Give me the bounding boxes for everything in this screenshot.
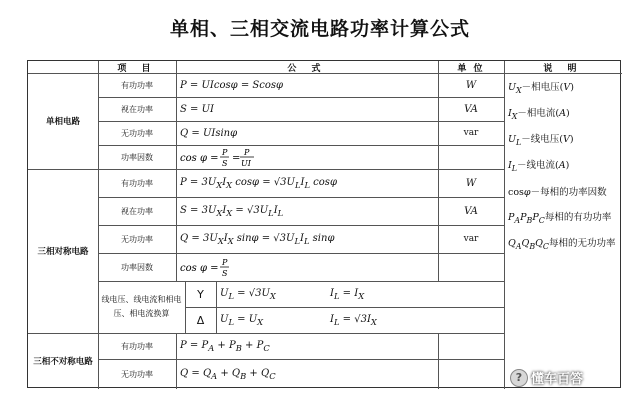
note-line-current: $I_L-$线电流(A) [508, 160, 570, 173]
row-formula: $S = 3U_XI_X = √3U_LI_L$ [180, 204, 284, 218]
row-formula: P = UIcosφ = Scosφ [180, 79, 284, 91]
watermark-logo-icon: ? [510, 369, 528, 387]
row-formula [176, 145, 438, 169]
star-current-formula: $I_L = I_X$ [330, 287, 365, 301]
svg-text:=: = [232, 153, 241, 164]
header-unit: 单 位 [457, 63, 485, 74]
delta-connection-symbol: Δ [196, 313, 205, 327]
connection-label: 线电压、线电流和相电压、相电流换算 [101, 295, 182, 318]
page-title: 单相、三相交流电路功率计算公式 [169, 18, 470, 40]
row-item: 功率因数 [121, 262, 153, 272]
header-formula: 公 式 [287, 63, 327, 74]
group-three-phase-asymmetric: 三相不对称电路 [33, 357, 93, 367]
note-power-factor: cosφ－每相的功率因数 [508, 187, 607, 198]
group-single-phase: 单相电路 [45, 117, 80, 127]
header-note: 说 明 [543, 63, 583, 74]
watermark-text: 懂车百答 [531, 372, 584, 387]
svg-text:cos: cos [180, 263, 197, 274]
row-unit: VA [464, 103, 478, 115]
row-item: 无功功率 [121, 234, 153, 244]
row-unit: var [463, 128, 479, 138]
row-item: 有功功率 [121, 178, 153, 188]
svg-text:P: P [222, 258, 228, 267]
note-line-voltage: $U_L-$线电压(V) [508, 134, 574, 147]
row-formula: $P = P_A + P_B + P_C$ [180, 339, 270, 353]
formula-table [27, 60, 621, 388]
row-item: 无功功率 [121, 369, 153, 379]
row-item: 无功功率 [121, 128, 153, 138]
star-voltage-formula: $U_L = √3U_X$ [220, 287, 276, 301]
row-unit: W [465, 79, 477, 91]
row-item: 视在功率 [121, 104, 153, 114]
note-phase-current: $I_X-$相电流(A) [508, 108, 570, 121]
row-unit: W [465, 177, 477, 189]
power-factor-fraction [180, 255, 240, 279]
row-item: 功率因数 [121, 152, 153, 162]
star-connection-symbol: Y [197, 287, 204, 301]
row-formula: $Q = 3U_XI_X$ $\sin\varphi = √3U_LI_L$ sinφ [180, 232, 335, 246]
delta-voltage-formula: $U_L = U_X$ [220, 313, 264, 327]
row-item: 有功功率 [121, 341, 153, 351]
svg-text:S: S [222, 269, 228, 278]
svg-text:φ =: φ = [200, 153, 219, 164]
row-formula: $Q = Q_A + Q_B + Q_C$ [180, 367, 276, 381]
row-formula [176, 253, 438, 281]
row-formula: S = UI [180, 103, 214, 115]
row-formula: Q = UIsinφ [180, 127, 238, 139]
note-reactive-power: $Q_AQ_BQ_C$每相的无功功率 [508, 238, 616, 251]
row-unit: VA [464, 205, 478, 217]
delta-current-formula: $I_L = √3I_X$ [330, 313, 377, 327]
watermark [510, 368, 583, 387]
note-phase-voltage: $U_X-$相电压(V) [508, 82, 574, 95]
svg-text:S: S [222, 159, 228, 168]
svg-text:φ =: φ = [200, 263, 219, 274]
group-three-phase-symmetric: 三相对称电路 [37, 247, 89, 257]
svg-text:P: P [244, 148, 250, 157]
row-item: 有功功率 [121, 80, 153, 90]
svg-text:UI: UI [241, 159, 251, 168]
note-active-power: $P_AP_BP_C$每相的有功功率 [508, 212, 612, 225]
svg-text:cos: cos [180, 153, 197, 164]
row-unit: var [463, 234, 479, 244]
header-item: 项 目 [117, 63, 157, 74]
row-item: 视在功率 [121, 206, 153, 216]
row-formula: $P = 3U_XI_X$ $\cos\varphi = √3U_LI_L$ cosφ [180, 176, 337, 190]
power-factor-fraction [180, 146, 260, 168]
svg-text:P: P [222, 148, 228, 157]
